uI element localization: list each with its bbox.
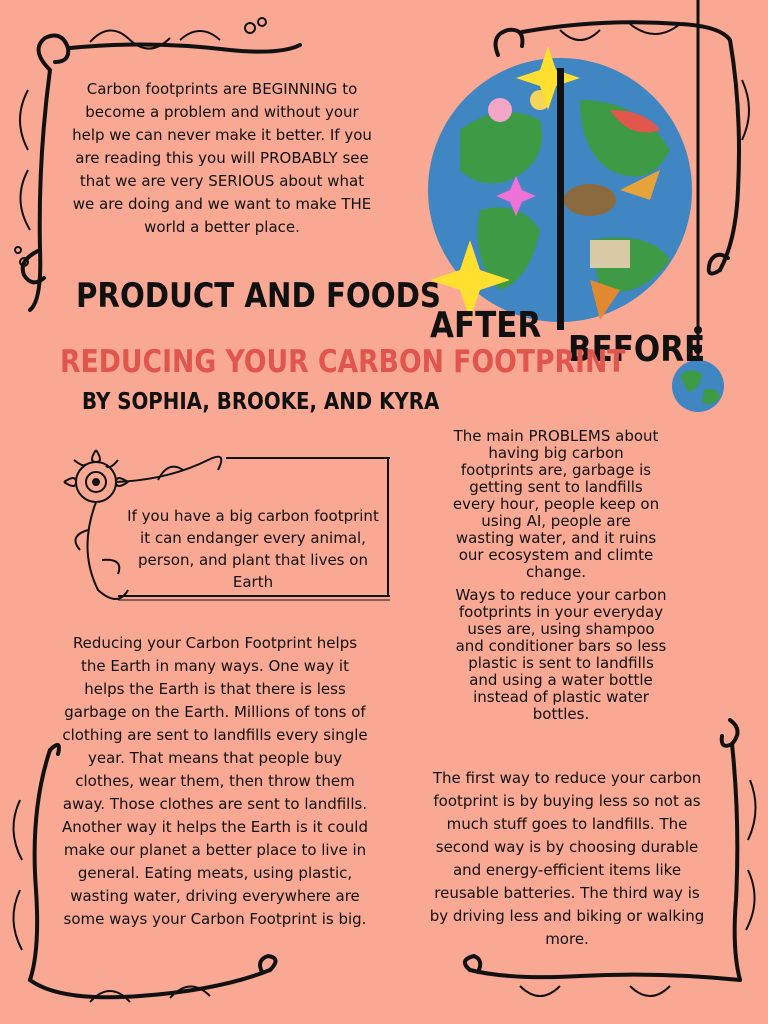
byline: BY SOPHIA, BROOKE, AND KYRA [82, 389, 440, 415]
ways-paragraph: Ways to reduce your carbon footprints in your everyday uses are, using shampoo and conditioner bars so less plastic is sent to landfills and using a water bottle instead of plastic water bottles. [455, 586, 667, 723]
first-way-paragraph: The first way to reduce your carbon footprint is by buying less so not as much stuff goes to landfills. The second way is by choosing durable and energy-efficient items like reusable batteries. The third way is by driving less and biking or walking more. [429, 769, 705, 948]
product-heading: PRODUCT AND FOODS [76, 276, 441, 316]
problems-paragraph: The main PROBLEMS about having big carbon footprints are, garbage is getting sent to landfills every hour, people keep on using AI, people are wasting water, and it ruins our ecosystem and climte change. [452, 427, 660, 581]
benefits-paragraph: Reducing your Carbon Footprint helps the Earth in many ways. One way it helps the Earth is that there is less garbage on the Earth. Millions of tons of clothing are sent to landfills every single year. That means that people buy clothes, wear them, then throw them away. Those clothes are sent to landfills. Another way it helps the Earth is it could make our planet a better place to live in general. Eating meats, using plastic, wasting water, driving everywhere are some ways your Carbon Footprint is big. [62, 634, 368, 928]
globe-illustration [420, 40, 710, 340]
page-title: REDUCING YOUR CARBON FOOTPRINT [60, 344, 626, 380]
before-label: BEFORE [568, 329, 706, 370]
intro-paragraph: Carbon footprints are BEGINNING to become a problem and without your help we can never make it better. If you are reading this you will PROBABLY see that we are very SERIOUS about what we are doing and we want to make THE world a better place. [72, 80, 372, 236]
boxed-note: If you have a big carbon footprint it can endanger every animal, person, and plant that lives on Earth [127, 507, 379, 591]
after-label: AFTER [430, 305, 542, 346]
